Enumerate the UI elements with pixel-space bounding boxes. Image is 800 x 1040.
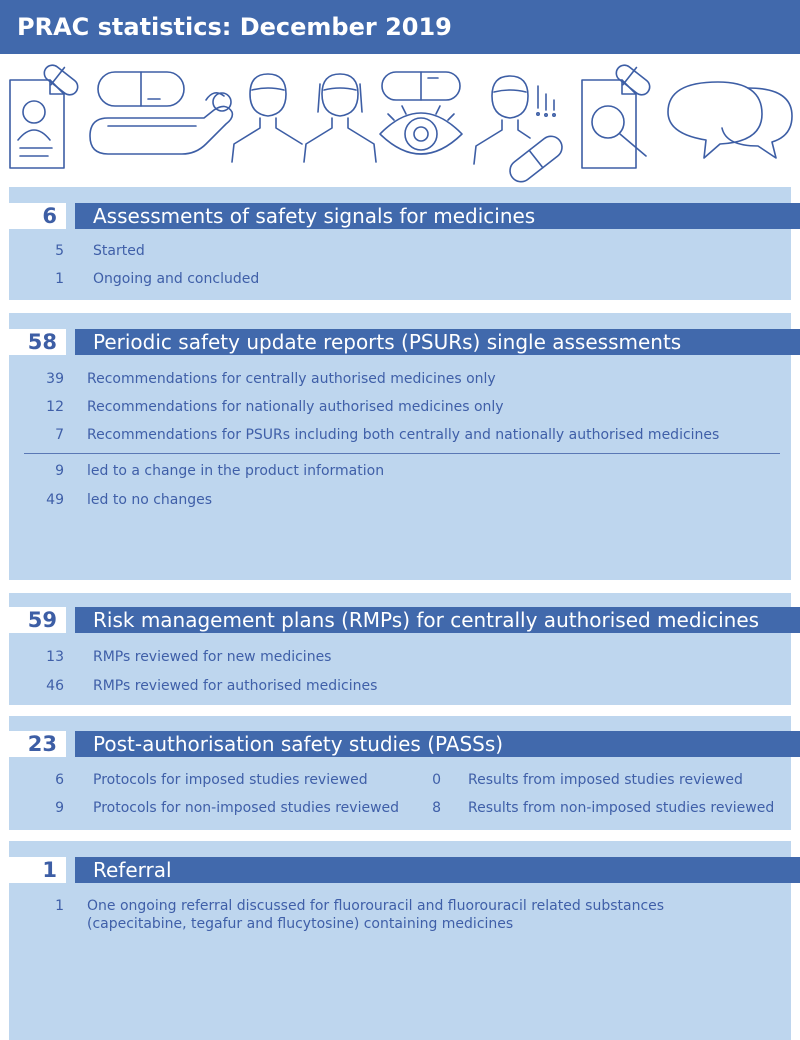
psur-title: Periodic safety update reports (PSURs) single assessments xyxy=(75,329,800,355)
document-search-capsule-icon xyxy=(574,60,664,172)
two-people-icon xyxy=(228,64,378,164)
referral-title: Referral xyxy=(75,857,800,883)
psur-count: 58 xyxy=(0,329,66,355)
person-alert-capsule-icon xyxy=(470,66,570,184)
signals-count: 6 xyxy=(0,203,66,229)
pass-header xyxy=(0,731,800,757)
pass-title: Post-authorisation safety studies (PASSs) xyxy=(75,731,800,757)
referral-header xyxy=(0,857,800,883)
speech-bubbles-icon xyxy=(664,78,796,160)
eye-capsule-icon xyxy=(376,70,466,160)
pass-count: 23 xyxy=(0,731,66,757)
rmp-header xyxy=(0,607,800,633)
signals-header xyxy=(0,203,800,229)
psur-header xyxy=(0,329,800,355)
referral-count: 1 xyxy=(0,857,66,883)
divider xyxy=(24,453,780,454)
document-person-icon xyxy=(4,60,88,172)
rmp-count: 59 xyxy=(0,607,66,633)
icon-strip xyxy=(0,56,800,190)
rmp-title: Risk management plans (RMPs) for centrally authorised medicines xyxy=(75,607,800,633)
page-title: PRAC statistics: December 2019 xyxy=(0,0,800,54)
pills-hand-icon xyxy=(86,66,236,164)
signals-title: Assessments of safety signals for medicines xyxy=(75,203,800,229)
